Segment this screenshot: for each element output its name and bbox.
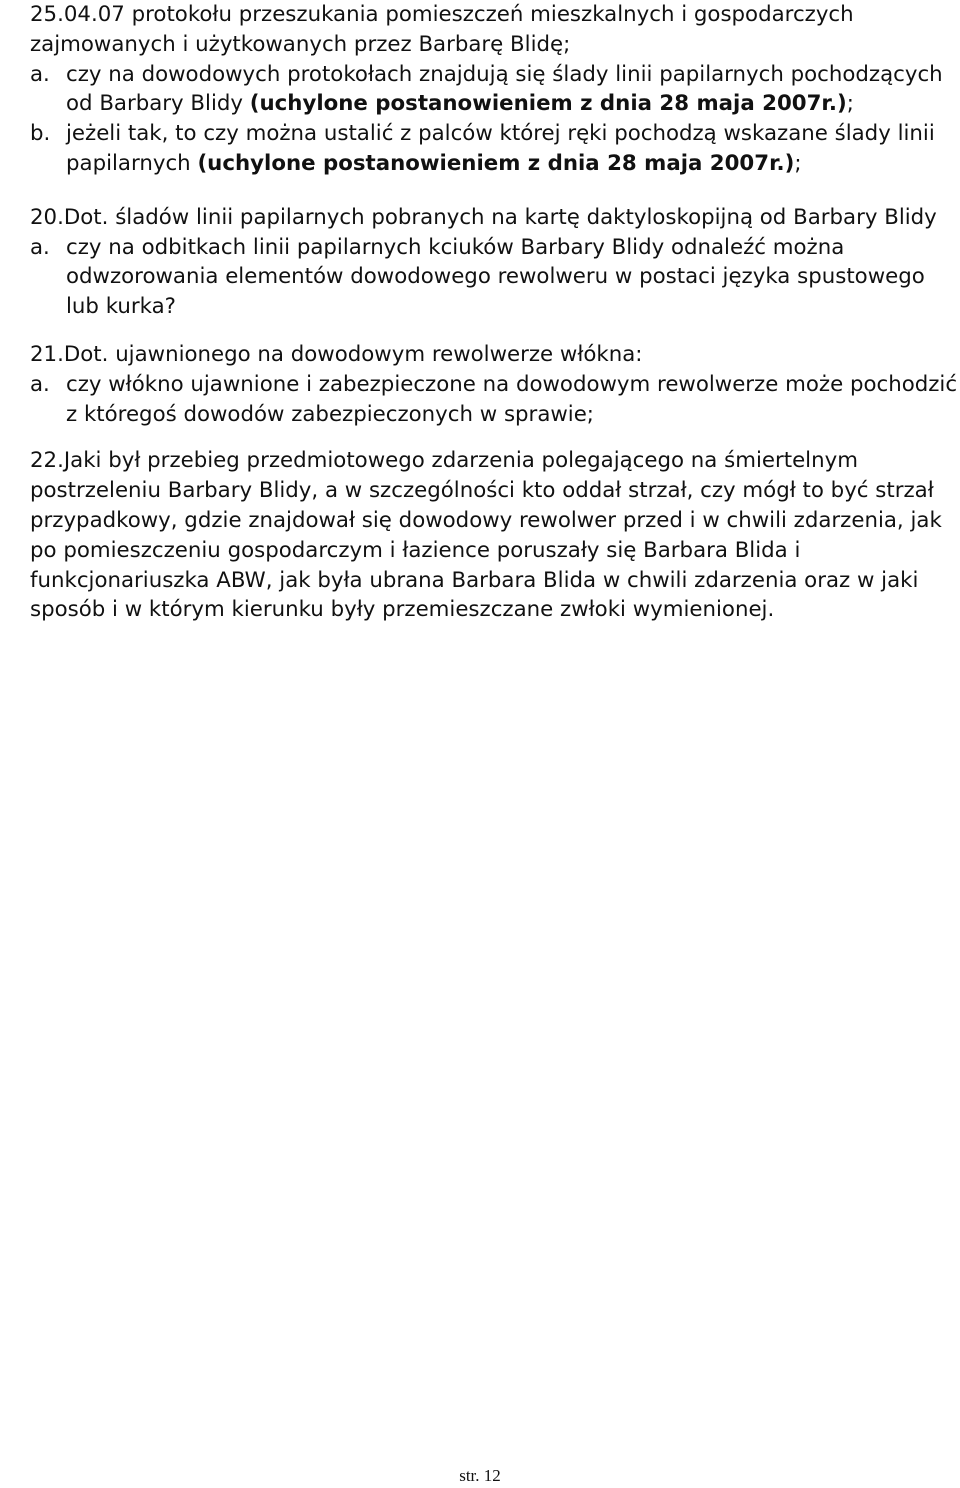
item-20-a-label: a. <box>30 234 50 260</box>
item-22-text: 22.Jaki był przebieg przedmiotowego zdarzenia polegającego na śmiertelnym postrzeleniu Barbary Blidy, a w szczególności kto oddał strzał, czy mógł to być strzał przypadkowy, gdzie znajdował się dowodowy rewolwer przed i w chwili zdarzenia, jak po pomieszczeniu gospodarczym i łazience poruszały się Barbara Blida i funkcjonariuszka ABW, jak była ubrana Barbara Blida w chwili zdarzenia oraz w jaki sposób i w którym kierunku były przemieszczane zwłoki wymienionej. <box>30 448 942 623</box>
item-25-a-text: czy na dowodowych protokołach znajdują się ślady linii papilarnych pochodzących od Barbary Blidy <box>66 61 943 117</box>
item-25-b-end: ; <box>794 150 802 176</box>
item-25-a-end: ; <box>846 91 854 117</box>
item-25-b <box>30 119 960 179</box>
item-20-a <box>30 233 960 322</box>
item-21-a-label: a. <box>30 371 50 397</box>
item-25-a-bold: (uchylone postanowieniem z dnia 28 maja 2007r.) <box>249 91 847 117</box>
item-25-text: 25.04.07 protokołu przeszukania pomieszczeń mieszkalnych i gospodarczych zajmowanych i użytkowanych przez Barbarę Blidę; <box>30 2 854 57</box>
page-number: str. 12 <box>459 1466 501 1485</box>
item-25-b-bold: (uchylone postanowieniem z dnia 28 maja 2007r.) <box>197 150 795 176</box>
item-20-a-text: czy na odbitkach linii papilarnych kciuków Barbary Blidy odnaleźć można odwzorowania elementów dowodowego rewolweru w postaci języka spustowego lub kurka? <box>66 234 925 320</box>
item-21-a-text: czy włókno ujawnione i zabezpieczone na dowodowym rewolwerze może pochodzić z któregoś dowodów zabezpieczonych w sprawie; <box>66 371 958 427</box>
document-body <box>30 0 960 625</box>
item-25-a-label: a. <box>30 61 50 87</box>
item-20-text: 20.Dot. śladów linii papilarnych pobranych na kartę daktyloskopijną od Barbary Blidy <box>30 204 937 230</box>
item-21-text: 21.Dot. ujawnionego na dowodowym rewolwerze włókna: <box>30 341 643 367</box>
item-21-a <box>30 370 960 430</box>
item-25-a <box>30 60 960 120</box>
item-25-b-text: jeżeli tak, to czy można ustalić z palców której ręki pochodzą wskazane ślady linii papilarnych <box>66 121 935 176</box>
item-25-b-label: b. <box>30 121 51 147</box>
